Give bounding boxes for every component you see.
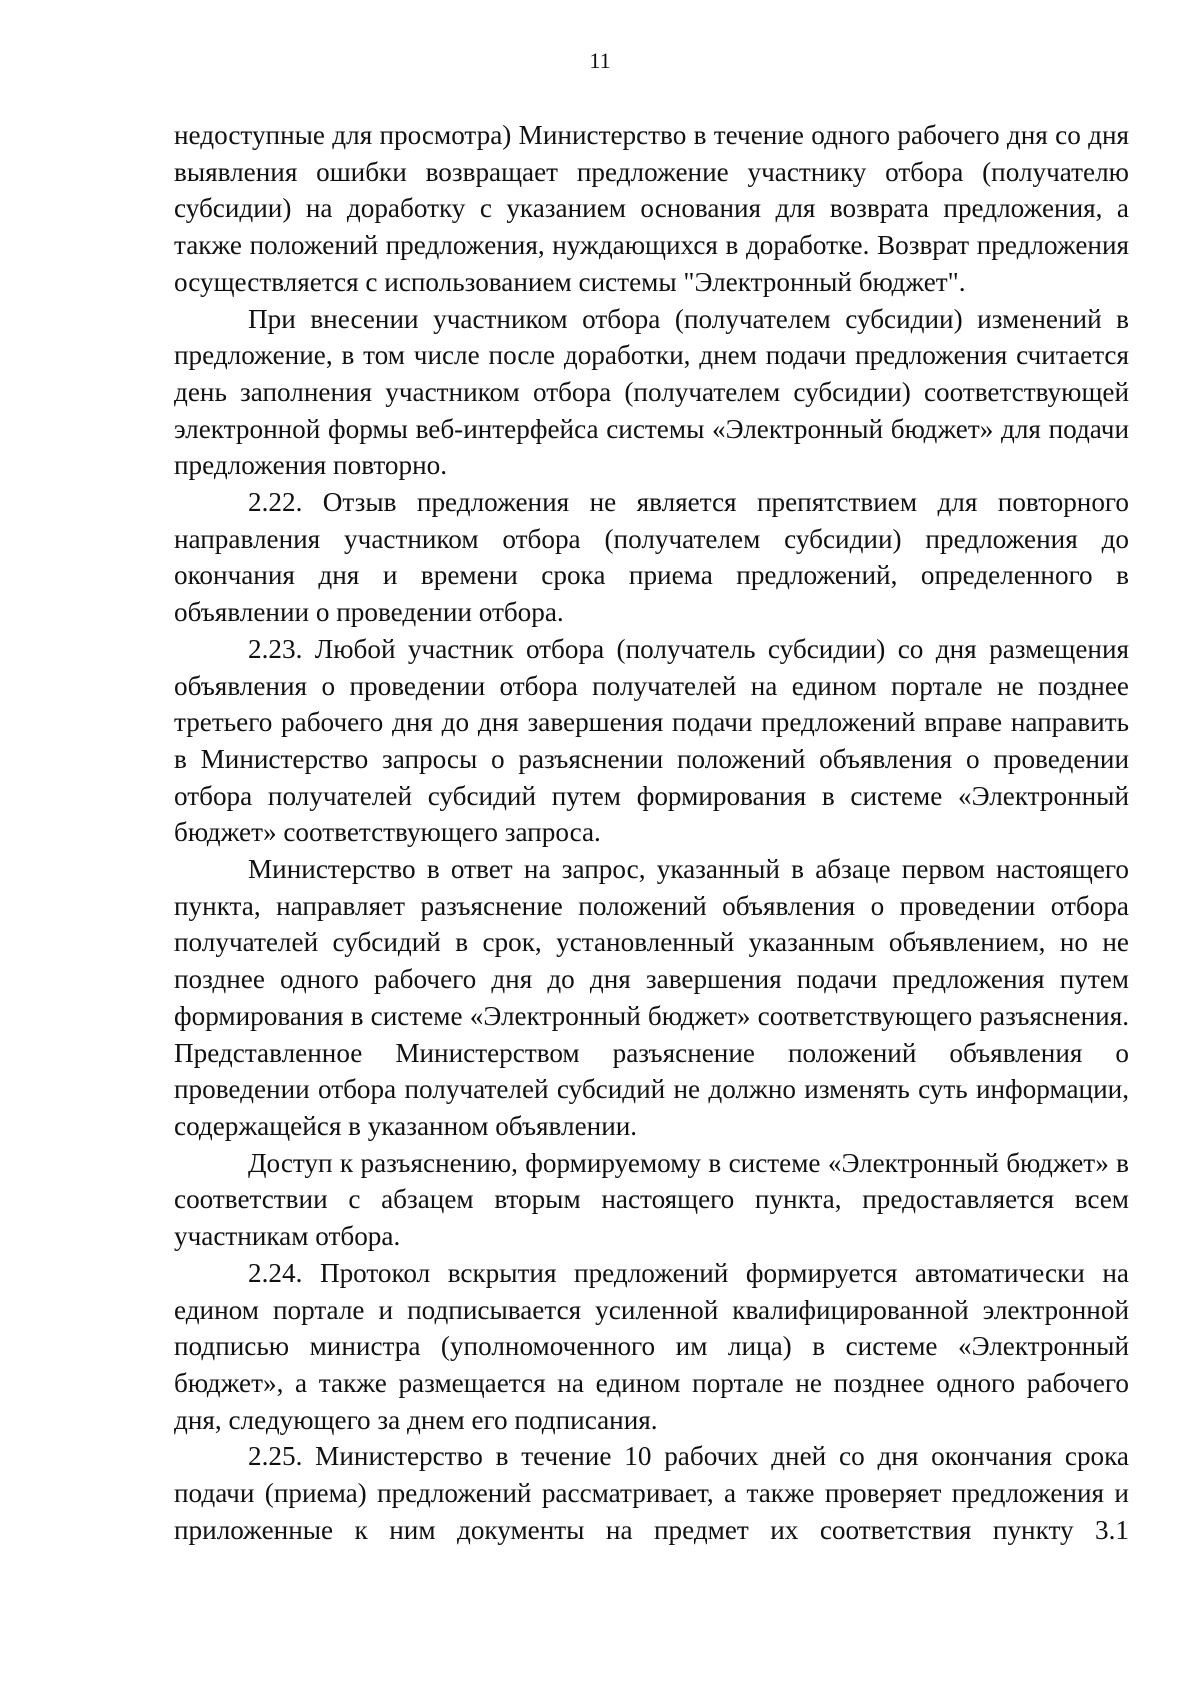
paragraph-2-23: 2.23. Любой участник отбора (получатель субсидии) со дня размещения объявления о проведении отбора получателей на едином портале не позднее третьего рабочего дня до дня завершения подачи предложений вправе направить в Министерство запросы о разъяснении положений объявления о проведении отбора получателей субсидий путем формирования в системе «Электронный бюджет» соответствующего запроса. <box>174 633 1129 848</box>
page-number: 11 <box>589 48 611 73</box>
paragraph-2-25: 2.25. Министерство в течение 10 рабочих дней со дня окончания срока подачи (приема) предложений рассматривает, а также проверяет предложения и приложенные к ним документы на предмет их соответствия пункту 3.1 <box>174 1441 1129 1545</box>
document-body <box>174 117 1129 1548</box>
paragraph-2-24: 2.24. Протокол вскрытия предложений формируется автоматически на едином портале и подписывается усиленной квалифицированной электронной подписью министра (уполномоченного им лица) в системе «Электронный бюджет», а также размещается на едином портале не позднее одного рабочего дня, следующего за днем его подписания. <box>174 1257 1129 1435</box>
paragraph-access-to-clarification: Доступ к разъяснению, формируемому в системе «Электронный бюджет» в соответствии с абзацем вторым настоящего пункта, предоставляется всем участникам отбора. <box>174 1147 1129 1252</box>
paragraph-continuation: недоступные для просмотра) Министерство в течение одного рабочего дня со дня выявления ошибки возвращает предложение участнику отбора (получателю субсидии) на доработку с указанием основания для возврата предложения, а также положений предложения, нуждающихся в доработке. Возврат предложения осуществляется с использованием системы "Электронный бюджет". <box>174 120 1129 297</box>
paragraph-2-22: 2.22. Отзыв предложения не является препятствием для повторного направления участником отбора (получателем субсидии) предложения до окончания дня и времени срока приема предложений, определенного в объявлении о проведении отбора. <box>174 487 1129 628</box>
paragraph-resubmission: При внесении участником отбора (получателем субсидии) изменений в предложение, в том числе после доработки, днем подачи предложения считается день заполнения участником отбора (получателем субсидии) соответствующей электронной формы веб-интерфейса системы «Электронный бюджет» для подачи предложения повторно. <box>174 303 1129 481</box>
paragraph-ministry-response: Министерство в ответ на запрос, указанный в абзаце первом настоящего пункта, направляет разъяснение положений объявления о проведении отбора получателей субсидий в срок, установленный указанным объявлением, но не позднее одного рабочего дня до дня завершения подачи предложения путем формирования в системе «Электронный бюджет» соответствующего разъяснения. Представленное Министерством разъяснение положений объявления о проведении отбора получателей субсидий не должно изменять суть информации, содержащейся в указанном объявлении. <box>174 854 1129 1141</box>
